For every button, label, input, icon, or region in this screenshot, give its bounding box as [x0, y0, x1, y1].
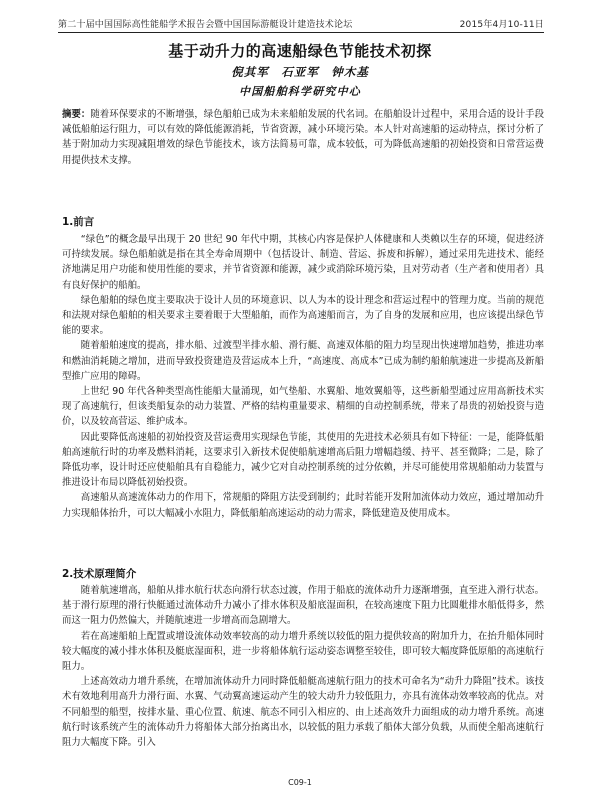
paragraph: 若在高速船舶上配置或增设流体动效率较高的动力增升系统以较低的阻力提供较高的附加升力，在抬升船体同时较大幅度的减小排水体积及艇底湿面积，进一步将船体航行运动姿态调整至较佳，即可较大幅度降低原船的高速航行阻力。 [62, 630, 544, 673]
author-list: 倪其军 石亚军 钟木基 [231, 65, 369, 79]
paragraph: “绿色”的概念最早出现于 20 世纪 90 年代中期，其核心内容是保护人体健康和人类赖以生存的环境，促进经济可持续发展。绿色船舶就是指在其全寿命周期中（包括设计、制造、营运、拆废和拆解），通过采用先进技术、能经济地满足用户功能和使用性能的要求，并节省资源和能源，减少或消除环境污染，且对劳动者（生产者和使用者）具有良好保护的船舶。 [62, 234, 544, 291]
section-2-heading: 2.技术原理简介 [62, 568, 137, 580]
affiliation: 中国船舶科学研究中心 [239, 85, 361, 98]
section-1-heading: 1.前言 [62, 216, 95, 228]
paragraph: 因此要降低高速船的初始投资及营运费用实现绿色节能，其使用的先进技术必须具有如下特征：一是，能降低船舶高速航行时的功率及燃料消耗，这要求引入新技术促使船航速增高后阻力增幅趋缓、持平、甚至微降；二是，除了降低功率，设计时还应使船舶具有自稳能力，减少它对自动控制系统的过分依赖，并尽可能使用常规船舶动力装置与推进设计布局以降低初始投资。 [62, 431, 544, 489]
abstract-label: 摘要： [62, 109, 91, 120]
paper-title: 基于动升力的高速船绿色节能技术初探 [168, 42, 432, 60]
abstract [62, 107, 544, 168]
header-date: 2015年4月10-11日 [459, 20, 544, 30]
paragraph: 绿色船舶的绿色度主要取决于设计人员的环境意识、以人为本的设计理念和营运过程中的管理力度。当前的规范和法规对绿色船舶的相关要求主要着眼于大型船舶，而作为高速船而言，为了自身的发展和应用，也应该提出绿色节能的要求。 [62, 294, 544, 337]
paragraph: 上世纪 90 年代各种类型高性能船大量涌现，如气垫船、水翼船、地效翼船等，这些新船型通过应用高新技术实现了高速航行，但该类船复杂的动力装置、严格的结构重量要求、精细的自动控制系统，带来了昂贵的初始投资与造价，以及较高营运、维护成本。 [62, 386, 544, 428]
paragraph: 上述高效动力增升系统，在增加流体动升力同时降低船艇高速航行阻力的技术可命名为“动升力降阻”技术。该技术有效地利用高升力滑行面、水翼、气动翼高速运动产生的较大动升力较低阻力，亦具有流体动效率较高的优点。对不同船型的船型，按排水量、重心位置、航速、航态不同引入相应的、由上述高效升力面组成的动力增升系统。高速航行时该系统产生的流体动升力将船体大部分抬离出水，以较低的阻力承载了船体大部分负载，从而使全船高速航行阻力大幅度下降。引入 [62, 676, 544, 749]
header-rule [58, 32, 544, 33]
paragraph: 高速船从高速流体动力的作用下，常规船的降阻方法受到制约；此时若能开发附加流体动力效应，通过增加动升力实现船体抬升，可以大幅减小水阻力，降低船舶高速运动的动力需求，降低建造及使用成本。 [62, 492, 544, 519]
abstract-text: 随着环保要求的不断增强，绿色船舶已成为未来船舶发展的代名词。在船舶设计过程中，采用合适的设计手段减低船舶运行阻力，可以有效的降低能源消耗，节省资源，减小环境污染。本人针对高速船的运动特点，探讨分析了基于附加动力实现减阻增效的绿色节能技术，该方法简易可靠，成本较低，可为降低高速船的初始投资和日常营运费用提供技术支撑。 [62, 109, 544, 166]
running-header [58, 16, 544, 30]
section-1-body [62, 232, 544, 521]
page-number: C09-1 [288, 778, 312, 787]
paragraph: 随着船舶速度的提高，排水船、过渡型半排水船、滑行艇、高速双体船的阻力均呈现出快速增加趋势，推进功率和燃油消耗随之增加，进而导致投资建造及营运成本上升，“高速度、高成本”已成为制约船舶航速进一步提高及新船型推广应用的障碍。 [62, 340, 544, 382]
section-2-body [62, 583, 544, 750]
header-conference: 第二十届中国国际高性能船学术报告会暨中国国际游艇设计建造技术论坛 [58, 20, 353, 30]
paragraph: 随着航速增高，船舶从排水航行状态向滑行状态过渡，作用于船底的流体动升力逐渐增强，直至进入滑行状态。基于滑行原理的滑行快艇通过流体动升力减小了排水体积及船底湿面积，在较高速度下阻力比圆舭排水船低得多，然而这一阻力仍然偏大，并随航速进一步增高而急剧增大。 [62, 585, 544, 627]
